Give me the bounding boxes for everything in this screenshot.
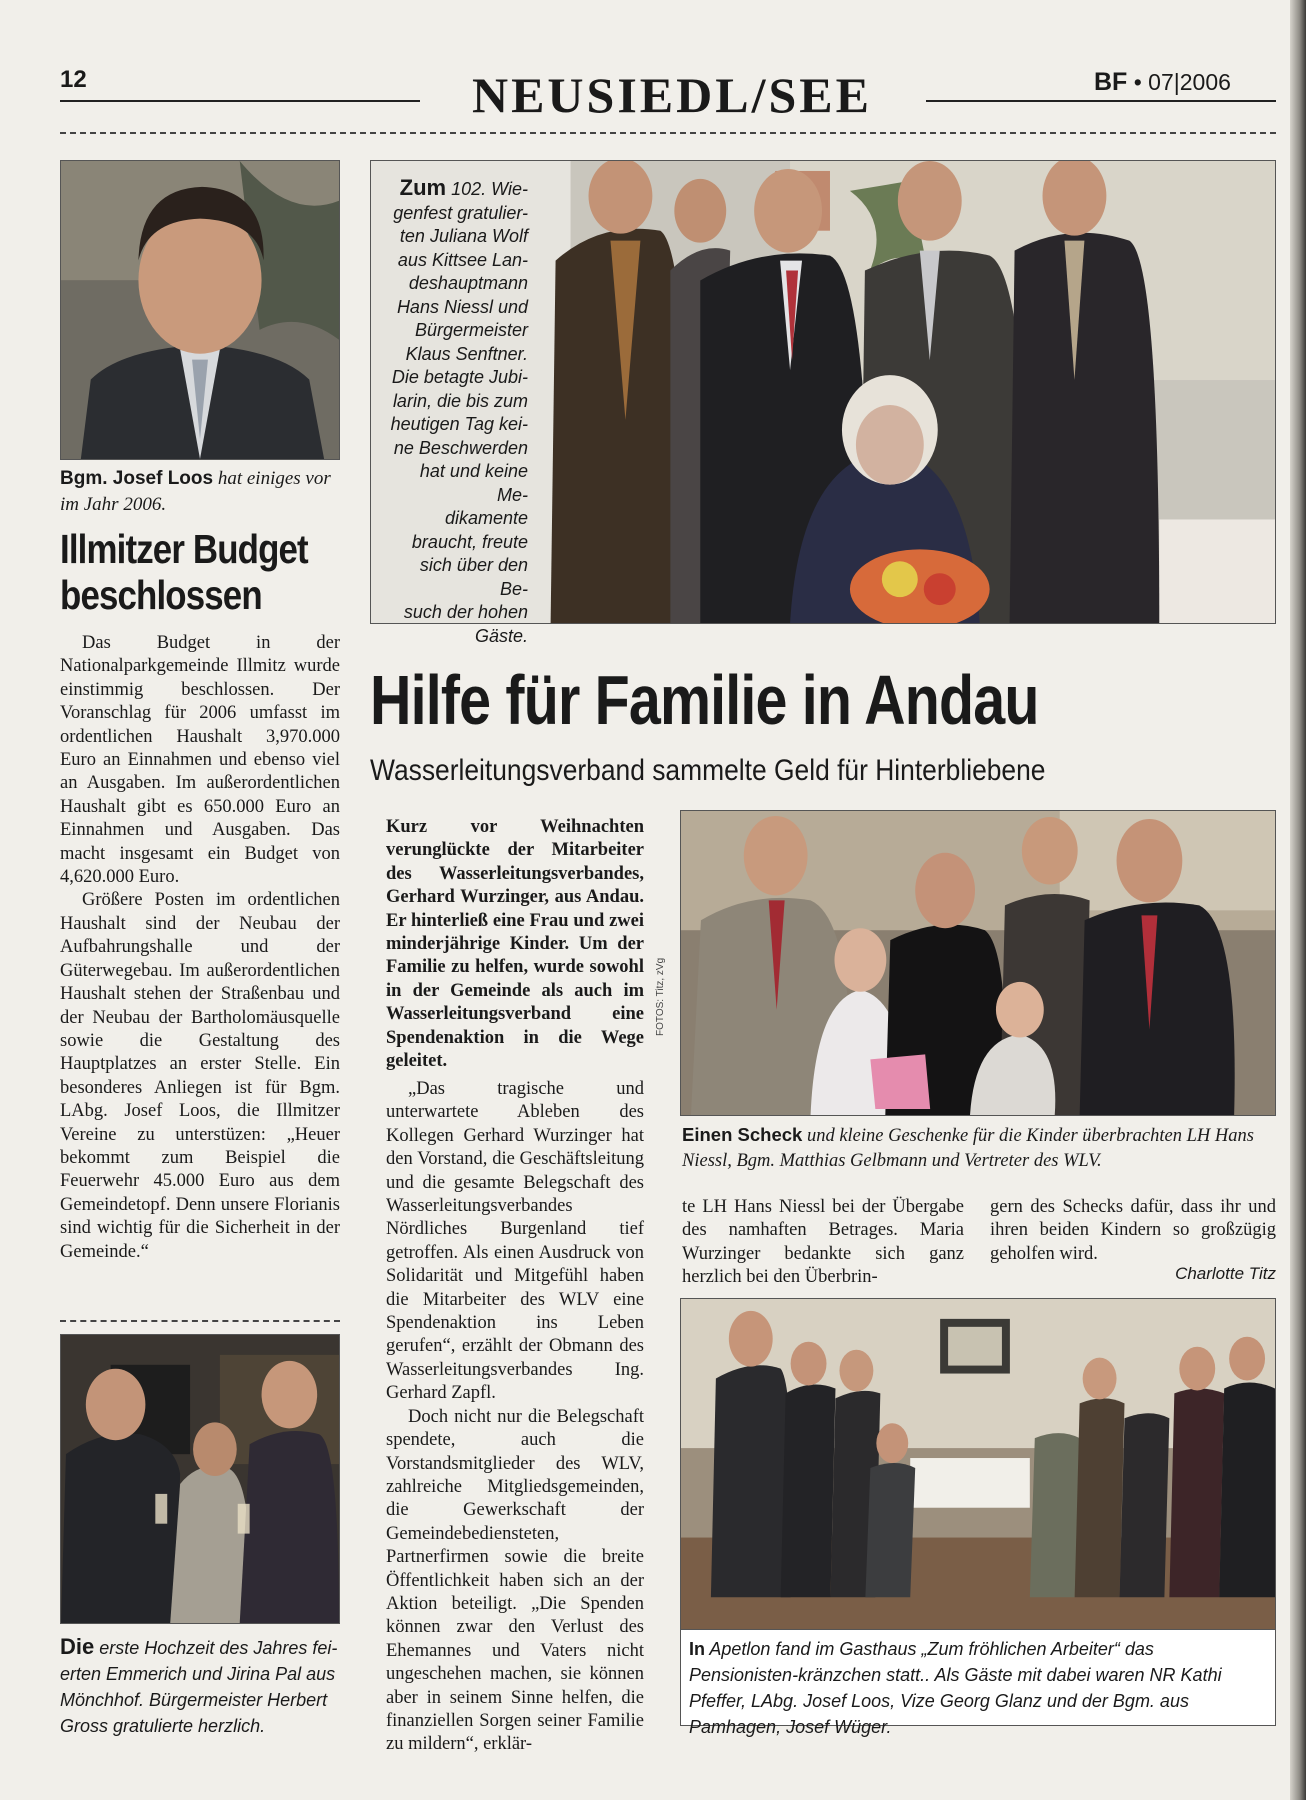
- andau-column-3: [990, 1196, 1276, 1266]
- header-rule-left: [60, 100, 420, 102]
- loos-portrait-caption: [60, 466, 342, 518]
- andau-column-2-text: te LH Hans Niessl bei der Übergabe des namhaften Betrages. Maria Wurzinger bedankte sich ganz herzlich bei den Überbrin-: [682, 1197, 964, 1288]
- loos-portrait-photo: [60, 160, 340, 460]
- birthday-caption-line: Klaus Senftner.: [405, 343, 528, 364]
- birthday-caption-line: genfest gratulier-: [393, 202, 528, 223]
- budget-article-body: [60, 632, 340, 1264]
- birthday-caption-line: aus Kittsee Lan-: [397, 249, 528, 270]
- wedding-caption-text: erste Hochzeit des Jahres fei-erten Emmerich und Jirina Pal aus Mönchhof. Bürgermeister Herbert Gross gratulierte herzlich.: [60, 1638, 338, 1736]
- budget-paragraph: Das Budget in der Nationalparkgemeinde Illmitz wurde einstimmig beschlossen. Der Voranschlag für 2006 umfasst im ordentlichen Haushalt 3,970.000 Euro an Einnahmen und ebenso viel an Ausgaben. Im außerordentlichen Haushalt gibt es 650.000 Euro an Einnahmen und Ausgaben. Das macht insgesamt ein Budget von 4,620.000 Euro.: [60, 633, 340, 888]
- birthday-caption-line: such der hohen: [403, 602, 528, 622]
- budget-article-title: Illmitzer Budget beschlossen: [60, 526, 308, 618]
- section-title: NEUSIEDL/SEE: [471, 67, 873, 123]
- wedding-photo: [60, 1334, 340, 1624]
- page-edge-shadow: [1290, 0, 1306, 1800]
- andau-column-1: [386, 1078, 644, 1757]
- birthday-caption-line: deshauptmann: [408, 273, 528, 293]
- cheque-caption-lead: Einen Scheck: [682, 1124, 803, 1145]
- issue-number: 07|2006: [1148, 69, 1231, 95]
- andau-column-3-text: gern des Schecks dafür, dass ihr und ihren beiden Kindern so großzügig geholfen wird.: [990, 1197, 1276, 1264]
- birthday-caption-line: sich über den Be-: [419, 555, 528, 599]
- birthday-caption-line: Gäste.: [474, 625, 528, 646]
- andau-paragraph: „Das tragische und unterwartete Ableben des Kollegen Gerhard Wurzinger hat den Vorstand, die Geschäftsleitung und die gesamte Belegschaft des Wasserleitungsverbandes Nördliches Burgenland tief getroffen. Als einen Ausdruck von Solidarität und Mitgefühl haben die Mitarbeiter des WLV eine Spendenaktion ins Leben gerufen“, erzählt der Obmann des Wasserleitungsverbandes Ing. Gerhard Zapfl.: [386, 1079, 644, 1404]
- birthday-caption-line: Hans Niessl und: [396, 296, 528, 317]
- birthday-caption-line: ne Beschwerden: [393, 437, 528, 458]
- birthday-caption-line: Die betagte Jubi-: [391, 367, 528, 387]
- header-dashed-rule: [60, 132, 1276, 134]
- photo-credit: FOTOS: Titz, zVg: [655, 957, 666, 1036]
- wedding-caption-lead: Die: [60, 1634, 95, 1659]
- header-rule-right: [926, 100, 1276, 102]
- birthday-caption-line: heutigen Tag kei-: [390, 414, 528, 434]
- andau-paragraph: Doch nicht nur die Belegschaft spendete, auch die Vorstandsmitglieder des WLV, zahlreiche Mitgliedsgemeinden, die Gewerkschaft der Gemeindebediensteten, Partnerfirmen sowie die breite Öffentlichkeit haben sich an der Aktion beteiligt. „Die Spenden können zwar den Verlust des Ehemannes und Vaters nicht ungeschehen machen, sie können aber in seinem Sinne helfen, die finanziellen Sorgen seiner Familie zu mildern“, erklär-: [386, 1406, 644, 1755]
- budget-paragraph: Größere Posten im ordentlichen Haushalt sind der Neubau der Aufbahrungshalle und der Güterwegebau. Im außerordentlichen Haushalt stehen der Straßenbau und der Neubau der Bartholomäusquelle sowie die Gestaltung des Hauptplatzes an erster Stelle. Ein besonderes Anliegen ist für Bgm. LAbg. Josef Loos, die Illmitzer Vereine zu unterstüzen: „Heuer bekommt zum Beispiel die Feuerwehr 45.000 Euro aus dem Gemeindetopf. Denn unsere Florianis sind wichtig für die Sicherheit in der Gemeinde.“: [60, 890, 340, 1262]
- apetlon-caption: [680, 1630, 1276, 1737]
- cheque-caption: [682, 1122, 1276, 1174]
- birthday-caption-line: ten Juliana Wolf: [399, 226, 528, 246]
- issue-info: [1094, 68, 1231, 97]
- birthday-caption-lead: Zum: [399, 175, 447, 200]
- andau-column-2: [682, 1196, 964, 1290]
- cheque-photo: [680, 810, 1276, 1116]
- apetlon-photo: [680, 1298, 1276, 1630]
- article-author: Charlotte Titz: [1175, 1264, 1276, 1283]
- birthday-caption-line: larin, die bis zum: [392, 390, 528, 411]
- paper-logo: BF: [1094, 68, 1128, 96]
- left-column-dashed-rule: [60, 1320, 340, 1322]
- birthday-caption-line: braucht, freute: [411, 531, 528, 552]
- loos-caption-text: hat einiges vor im Jahr 2006.: [60, 468, 331, 515]
- birthday-caption-line: Bürgermeister: [414, 320, 528, 340]
- cheque-caption-text: und kleine Geschenke für die Kinder überbrachten LH Hans Niessl, Bgm. Matthias Gelbmann und Vertreter des WLV.: [682, 1126, 1254, 1171]
- page-number: 12: [60, 66, 87, 93]
- birthday-caption-line: 102. Wie-: [451, 179, 528, 199]
- birthday-caption-line: dikamente: [444, 508, 528, 528]
- andau-lead: Kurz vor Weihnachten verunglückte der Mitarbeiter des Wasserleitungsverbandes, Gerhard Wurzinger, aus Andau. Er hinterließ eine Frau und zwei minderjährige Kinder. Um der Familie zu helfen, wurde sowohl in der Gemeinde als auch im Wasserleitungsverband eine Spendenaktion in die Wege geleitet.: [386, 817, 644, 1072]
- andau-subhead: Wasserleitungsverband sammelte Geld für Hinterbliebene: [370, 754, 1046, 787]
- loos-caption-lead: Bgm. Josef Loos: [60, 468, 214, 489]
- apetlon-caption-lead: In: [689, 1639, 705, 1659]
- issue-separator: •: [1133, 69, 1142, 95]
- birthday-caption: [388, 176, 528, 648]
- wedding-caption: [60, 1634, 340, 1739]
- birthday-caption-line: hat und keine Me-: [419, 461, 528, 505]
- apetlon-caption-text: Apetlon fand im Gasthaus „Zum fröhlichen Arbeiter“ das Pensionisten-kränzchen statt.. Als Gäste mit dabei waren NR Kathi Pfeffer, LAbg. Josef Loos, Vize Georg Glanz und der Bgm. aus Pamhagen, Josef Wüger.: [689, 1639, 1222, 1737]
- andau-headline: Hilfe für Familie in Andau: [370, 661, 1039, 739]
